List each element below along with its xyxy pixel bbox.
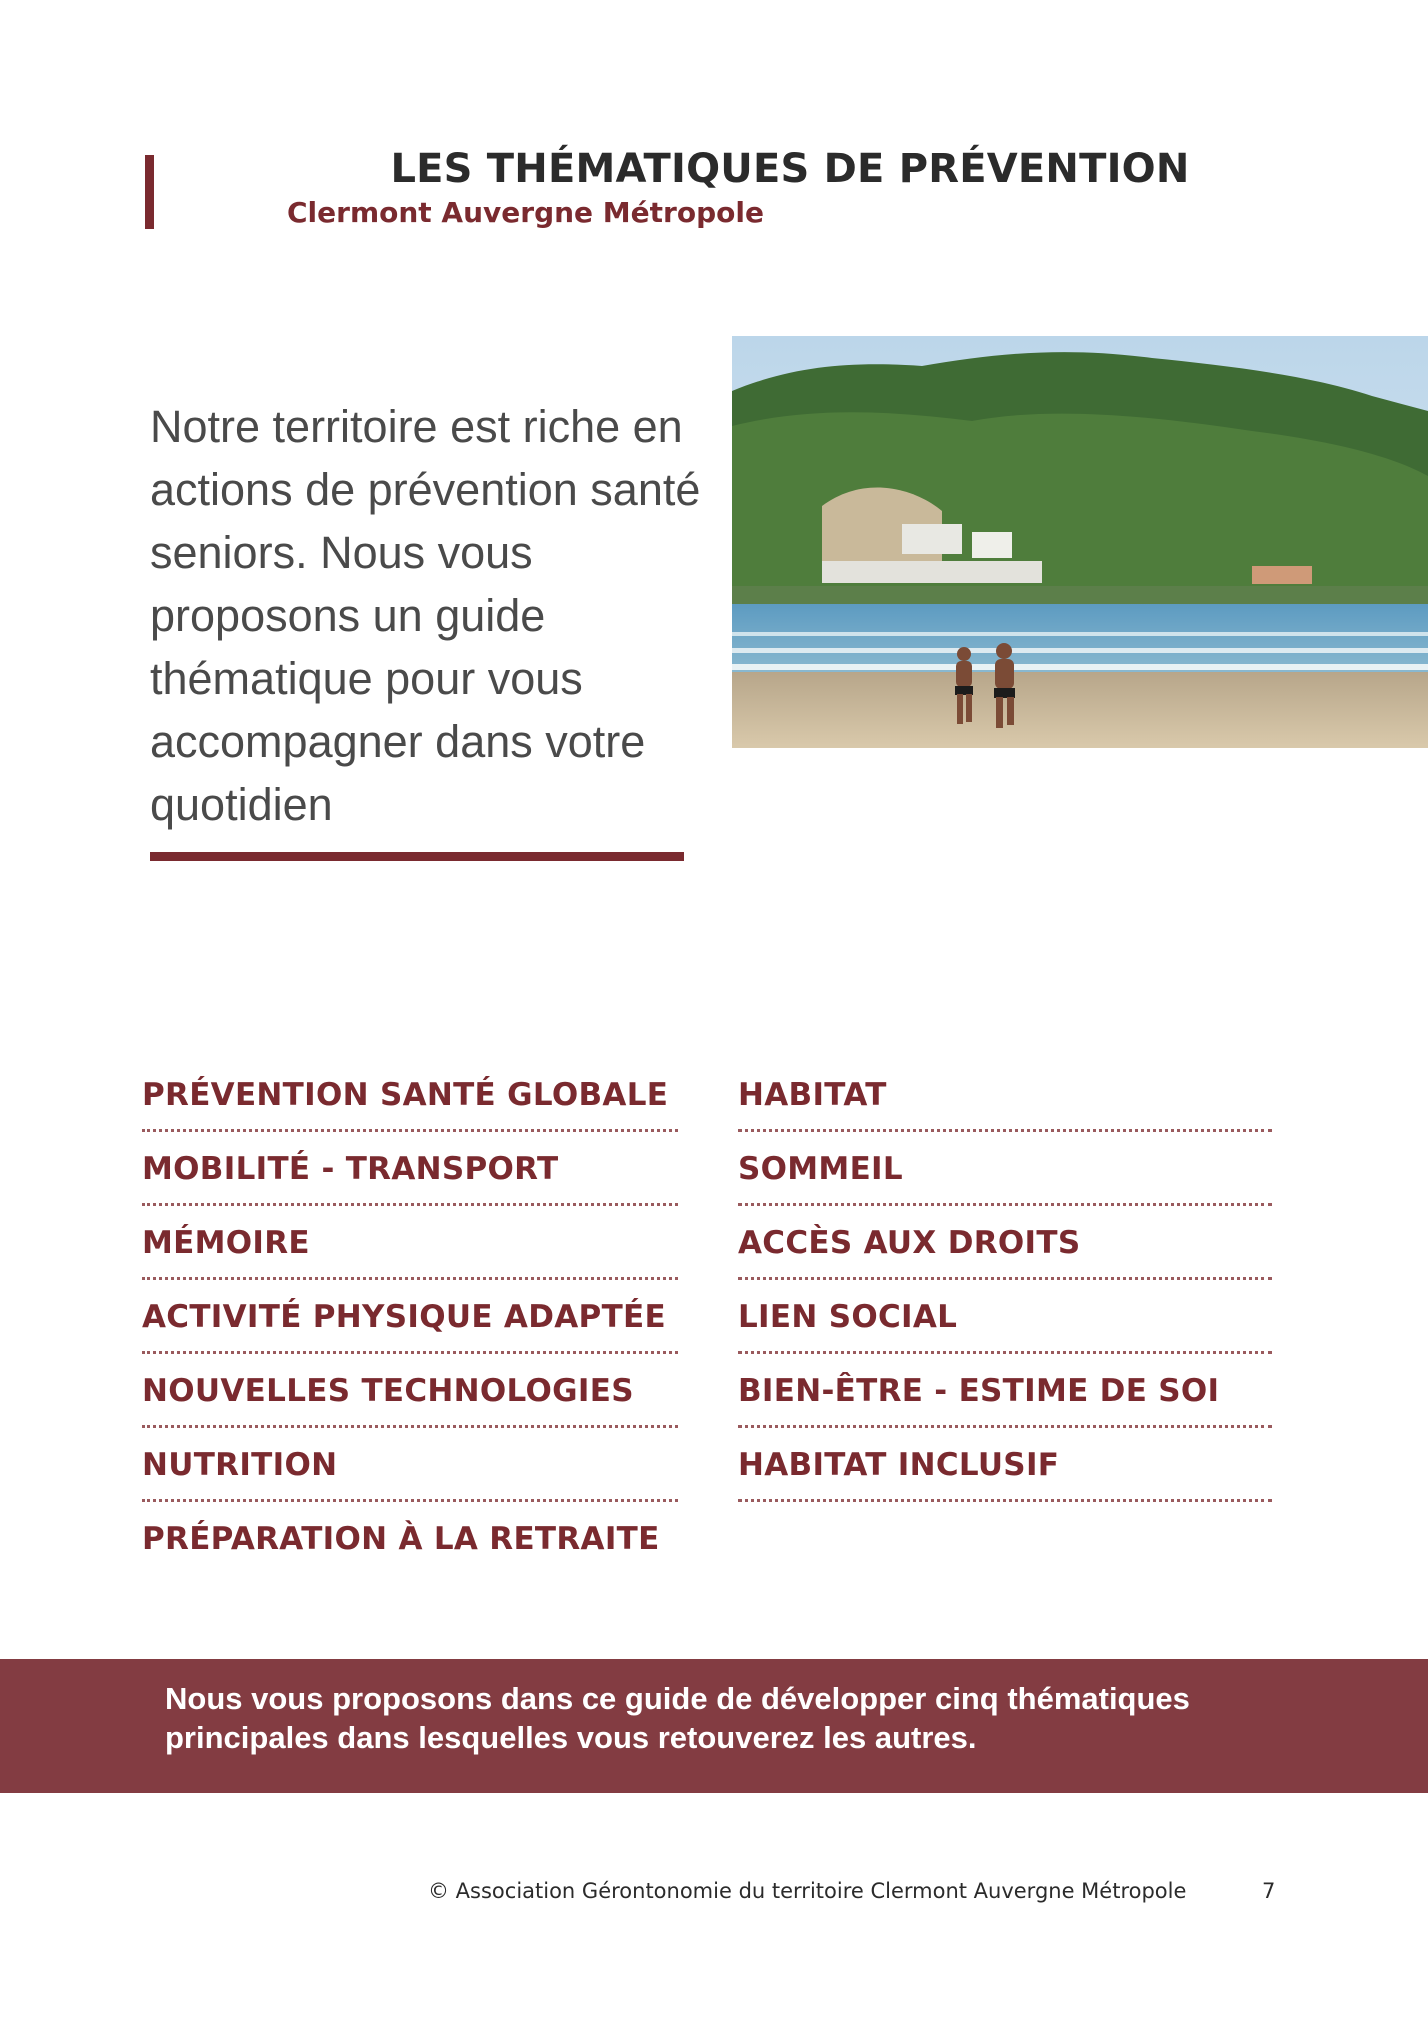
theme-item: NOUVELLES TECHNOLOGIES — [142, 1356, 678, 1428]
page-title: LES THÉMATIQUES DE PRÉVENTION — [390, 146, 1190, 192]
theme-item: HABITAT INCLUSIF — [738, 1430, 1272, 1502]
theme-item: MOBILITÉ - TRANSPORT — [142, 1134, 678, 1206]
theme-item: PRÉPARATION À LA RETRAITE — [142, 1521, 660, 1557]
theme-item: MÉMOIRE — [142, 1208, 678, 1280]
info-banner — [0, 1659, 1428, 1793]
intro-paragraph: Notre territoire est riche en actions de prévention santé seniors. Nous vous proposons un guide thématique pour vous accompagner dans votre quotidien — [150, 401, 701, 830]
beach-joggers-photo — [732, 336, 1428, 748]
theme-item: NUTRITION — [142, 1430, 678, 1502]
theme-item: PRÉVENTION SANTÉ GLOBALE — [142, 1060, 678, 1132]
banner-text: Nous vous proposons dans ce guide de développer cinq thématiques principales dans lesquelles vous retouverez les autres. — [165, 1681, 1190, 1755]
theme-item: LIEN SOCIAL — [738, 1282, 1272, 1354]
intro-underline — [150, 852, 684, 861]
theme-item: ACCÈS AUX DROITS — [738, 1208, 1272, 1280]
page-subtitle: Clermont Auvergne Métropole — [287, 196, 764, 229]
theme-item: HABITAT — [738, 1060, 1272, 1132]
theme-item: BIEN-ÊTRE - ESTIME DE SOI — [738, 1356, 1272, 1428]
themes-list-left — [142, 1060, 678, 1575]
theme-item: SOMMEIL — [738, 1134, 1272, 1206]
themes-list-right — [738, 1060, 1272, 1504]
title-accent-bar — [145, 155, 154, 229]
theme-item: ACTIVITÉ PHYSIQUE ADAPTÉE — [142, 1282, 678, 1354]
page-number: 7 — [1262, 1879, 1276, 1903]
footer-copyright: © Association Gérontonomie du territoire Clermont Auvergne Métropole — [428, 1879, 1187, 1903]
